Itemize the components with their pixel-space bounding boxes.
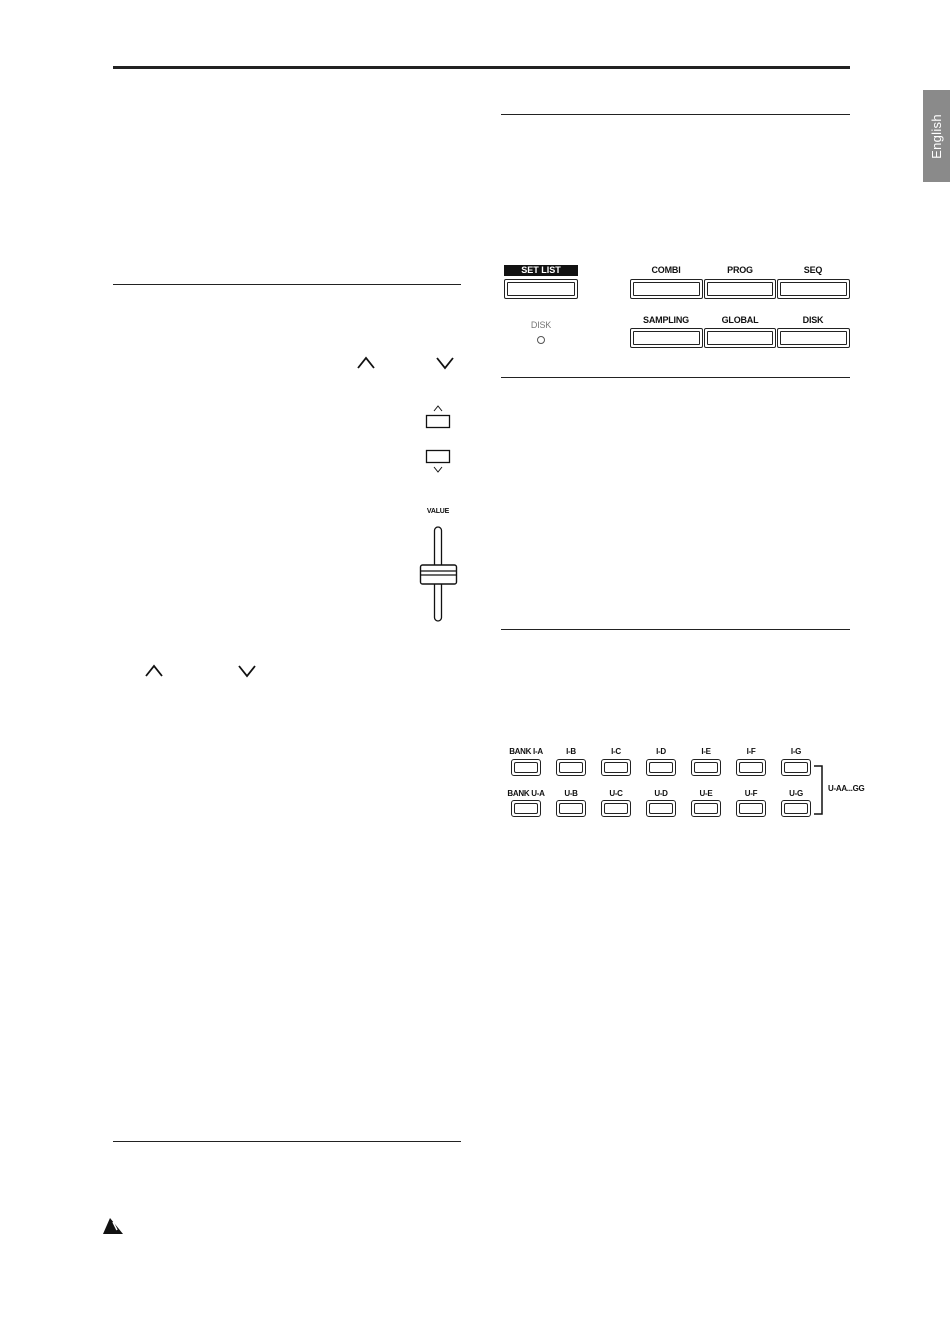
bank-i-d-label: I-D bbox=[656, 747, 666, 756]
bank-bracket-icon bbox=[812, 764, 826, 816]
bank-i-g-label: I-G bbox=[790, 747, 802, 756]
section-rule-right-3 bbox=[501, 629, 850, 630]
section-rule-right-1 bbox=[501, 114, 850, 115]
global-label: GLOBAL bbox=[721, 315, 759, 325]
caret-up-icon bbox=[145, 664, 163, 678]
sampling-label: SAMPLING bbox=[643, 315, 689, 325]
bank-i-c-button[interactable] bbox=[601, 759, 631, 776]
seq-button[interactable] bbox=[777, 279, 850, 299]
bank-u-d-button[interactable] bbox=[646, 800, 676, 817]
prog-label: PROG bbox=[727, 265, 753, 275]
note-wedge-icon bbox=[101, 1216, 125, 1236]
bank-i-e-label: I-E bbox=[701, 747, 711, 756]
bank-i-c-label: I-C bbox=[611, 747, 621, 756]
disk-indicator-label: DISK bbox=[530, 320, 552, 330]
set-list-button[interactable] bbox=[504, 279, 578, 299]
disk-button[interactable] bbox=[777, 328, 850, 348]
bank-u-b-label: U-B bbox=[564, 789, 578, 798]
bank-u-f-label: U-F bbox=[744, 789, 758, 798]
language-tab[interactable] bbox=[923, 90, 950, 182]
bank-u-a-label: BANK U-A bbox=[507, 789, 545, 798]
value-slider-label: VALUE bbox=[426, 508, 450, 515]
caret-down-icon bbox=[436, 356, 454, 370]
bank-i-b-button[interactable] bbox=[556, 759, 586, 776]
language-tab-label: English bbox=[929, 113, 944, 159]
combi-button[interactable] bbox=[630, 279, 703, 299]
combi-label: COMBI bbox=[651, 265, 681, 275]
bank-u-g-label: U-G bbox=[789, 789, 803, 798]
bank-u-c-label: U-C bbox=[609, 789, 623, 798]
dec-button-icon[interactable] bbox=[424, 448, 452, 474]
disk-label: DISK bbox=[802, 315, 824, 325]
bank-i-a-button[interactable] bbox=[511, 759, 541, 776]
bank-u-d-label: U-D bbox=[654, 789, 668, 798]
bank-i-a-label: BANK I-A bbox=[509, 747, 543, 756]
section-rule-right-2 bbox=[501, 377, 850, 378]
bank-u-c-button[interactable] bbox=[601, 800, 631, 817]
caret-up-icon bbox=[357, 356, 375, 370]
caret-down-icon bbox=[238, 664, 256, 678]
bank-i-f-button[interactable] bbox=[736, 759, 766, 776]
bank-i-g-button[interactable] bbox=[781, 759, 811, 776]
bank-i-e-button[interactable] bbox=[691, 759, 721, 776]
bank-i-b-label: I-B bbox=[566, 747, 576, 756]
bank-u-f-button[interactable] bbox=[736, 800, 766, 817]
bank-u-e-button[interactable] bbox=[691, 800, 721, 817]
section-rule-left-1 bbox=[113, 284, 461, 285]
header-rule bbox=[113, 66, 850, 69]
disk-led-icon bbox=[535, 334, 547, 346]
bank-u-g-button[interactable] bbox=[781, 800, 811, 817]
bank-i-f-label: I-F bbox=[746, 747, 756, 756]
seq-label: SEQ bbox=[803, 265, 823, 275]
bank-u-b-button[interactable] bbox=[556, 800, 586, 817]
bank-u-e-label: U-E bbox=[699, 789, 713, 798]
bank-i-d-button[interactable] bbox=[646, 759, 676, 776]
value-slider[interactable] bbox=[417, 524, 461, 624]
inc-button-icon[interactable] bbox=[424, 404, 452, 430]
set-list-label: SET LIST bbox=[504, 265, 578, 276]
bank-bracket-label: U-AA...GG bbox=[828, 784, 865, 793]
prog-button[interactable] bbox=[704, 279, 776, 299]
section-rule-left-2 bbox=[113, 1141, 461, 1142]
global-button[interactable] bbox=[704, 328, 776, 348]
bank-u-a-button[interactable] bbox=[511, 800, 541, 817]
sampling-button[interactable] bbox=[630, 328, 703, 348]
